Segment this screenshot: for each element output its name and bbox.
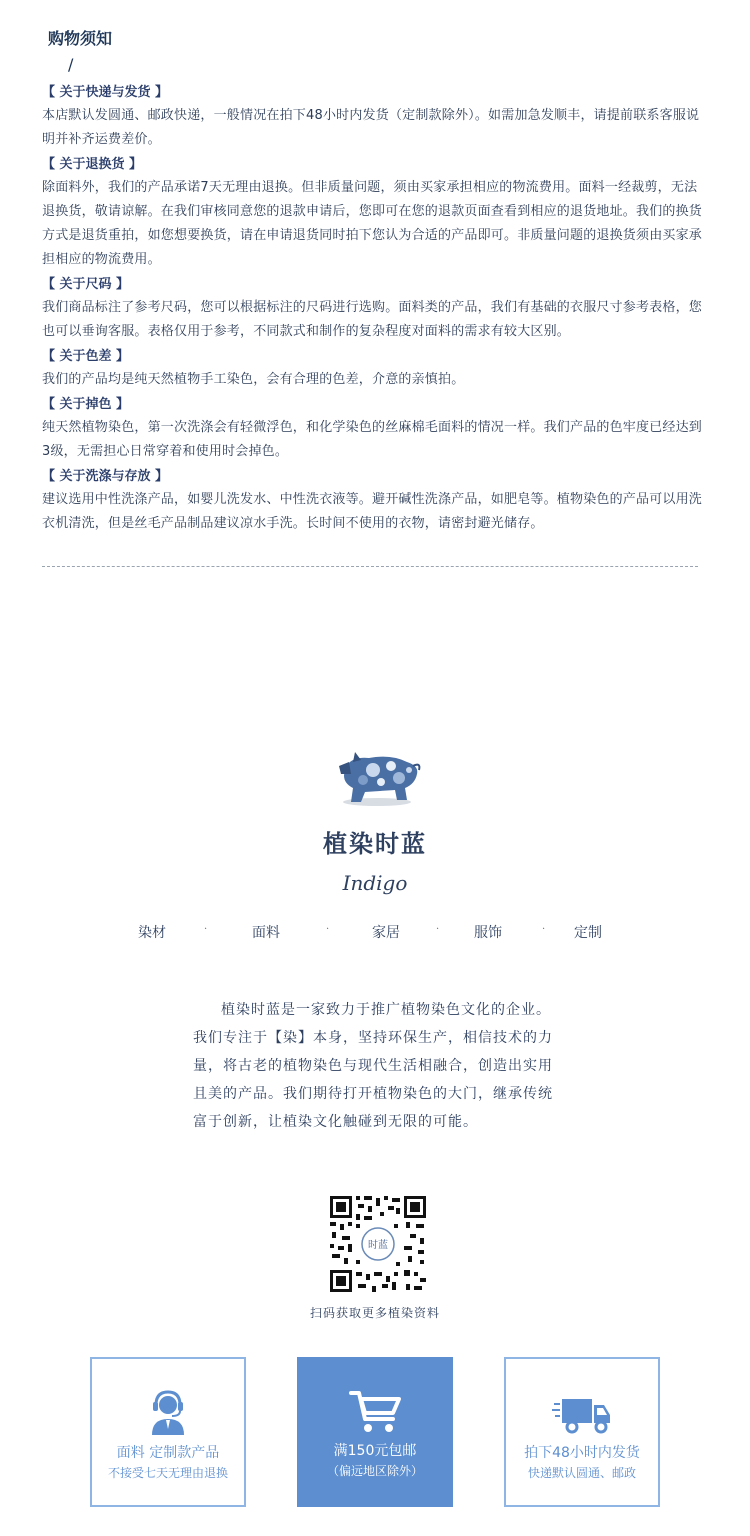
card-line-secondary: （偏远地区除外） xyxy=(326,1464,423,1478)
section-body-size: 我们商品标注了参考尺码，您可以根据标注的尺码进行选购。面料类的产品，我们有基础的衣服尺寸参考表格，您也可以垂询客服。表格仅用于参考，不同款式和制作的复杂程度对面料的需求有较大区别。 xyxy=(42,300,703,339)
qr-center-label: 时蓝 xyxy=(368,1240,388,1251)
intro-line-1: 植染时蓝是一家致力于推广植物染色文化的企业。 xyxy=(221,1002,551,1018)
customer-service-icon xyxy=(138,1389,198,1437)
nav-separator: · xyxy=(204,924,208,935)
nav-item-home[interactable]: 家居 xyxy=(372,925,400,941)
section-body-fading: 纯天然植物染色，第一次洗涤会有轻微浮色，和化学染色的丝麻棉毛面料的情况一样。我们产品的色牢度已经达到3级，无需担心日常穿着和使用时会掉色。 xyxy=(42,420,703,459)
intro-line-2: 我们专注于【染】本身，坚持环保生产，相信技术的力量，将古老的植物染色与现代生活相融合，创造出实用且美的产品。我们期待打开植物染色的大门，继承传统富于创新，让植染文化触碰到无限的可能。 xyxy=(193,1030,553,1130)
qr-caption: 扫码获取更多植染资料 xyxy=(309,1306,440,1320)
indigo-pig-logo-icon xyxy=(325,740,425,810)
card-48h-dispatch xyxy=(504,1357,660,1507)
section-body-washing: 建议选用中性洗涤产品，如婴儿洗发水、中性洗衣液等。避开碱性洗涤产品，如肥皂等。植物染色的产品可以用洗衣机清洗，但是丝毛产品制品建议凉水手洗。长时间不使用的衣物，请密封避光储存。 xyxy=(42,492,703,531)
section-heading-color-difference: 【 关于色差 】 xyxy=(42,349,130,364)
section-heading-shipping: 【 关于快递与发货 】 xyxy=(42,85,169,100)
qr-code[interactable] xyxy=(328,1194,428,1294)
card-line-secondary: 快递默认圆通、邮政 xyxy=(527,1466,636,1480)
shopping-cart-icon xyxy=(345,1387,405,1435)
shopping-notice xyxy=(42,28,710,536)
section-heading-fading: 【 关于掉色 】 xyxy=(42,397,130,412)
delivery-truck-icon xyxy=(552,1389,612,1437)
nav-separator: · xyxy=(326,924,330,935)
section-body-returns: 除面料外，我们的产品承诺7天无理由退换。但非质量问题，须由买家承担相应的物流费用。面料一经裁剪，无法退换货，敬请谅解。在我们审核同意您的退款申请后，您即可在您的退款页面查看到相应的退货地址。我们的换货方式是退货重拍，如您想要换货，请在申请退货同时拍下您认为合适的产品即可。非质量问题的退换货须由买家承担相应的物流费用。 xyxy=(42,180,703,267)
card-line-primary: 满150元包邮 xyxy=(333,1443,417,1459)
card-line-primary: 面料 定制款产品 xyxy=(116,1445,220,1461)
nav-item-dye-materials[interactable]: 染材 xyxy=(138,925,166,941)
section-body-shipping: 本店默认发圆通、邮政快递，一般情况在拍下48小时内发货（定制款除外）。如需加急发顺丰，请提前联系客服说明并补齐运费差价。 xyxy=(42,108,700,147)
nav-separator: · xyxy=(436,924,440,935)
brand-name-english: Indigo xyxy=(342,871,408,895)
nav-item-fabric[interactable]: 面料 xyxy=(252,925,280,941)
notice-title: 购物须知 xyxy=(48,29,113,48)
nav-separator: · xyxy=(542,924,546,935)
nav-item-apparel[interactable]: 服饰 xyxy=(474,925,502,941)
section-heading-size: 【 关于尺码 】 xyxy=(42,277,130,292)
brand-block xyxy=(0,740,750,895)
nav-item-custom[interactable]: 定制 xyxy=(574,925,602,941)
title-slash: / xyxy=(68,55,74,74)
card-free-shipping xyxy=(297,1357,453,1507)
category-nav xyxy=(110,922,640,942)
card-line-secondary: 不接受七天无理由退换 xyxy=(107,1466,228,1480)
brand-name: 植染时蓝 xyxy=(323,829,427,858)
section-heading-returns: 【 关于退换货 】 xyxy=(42,157,143,172)
brand-intro xyxy=(193,996,563,1136)
dashed-divider xyxy=(42,566,698,567)
section-body-color-difference: 我们的产品均是纯天然植物手工染色，会有合理的色差，介意的亲慎拍。 xyxy=(42,372,465,387)
section-heading-washing: 【 关于洗涤与存放 】 xyxy=(42,469,169,484)
card-no-returns xyxy=(90,1357,246,1507)
card-line-primary: 拍下48小时内发货 xyxy=(524,1445,640,1461)
